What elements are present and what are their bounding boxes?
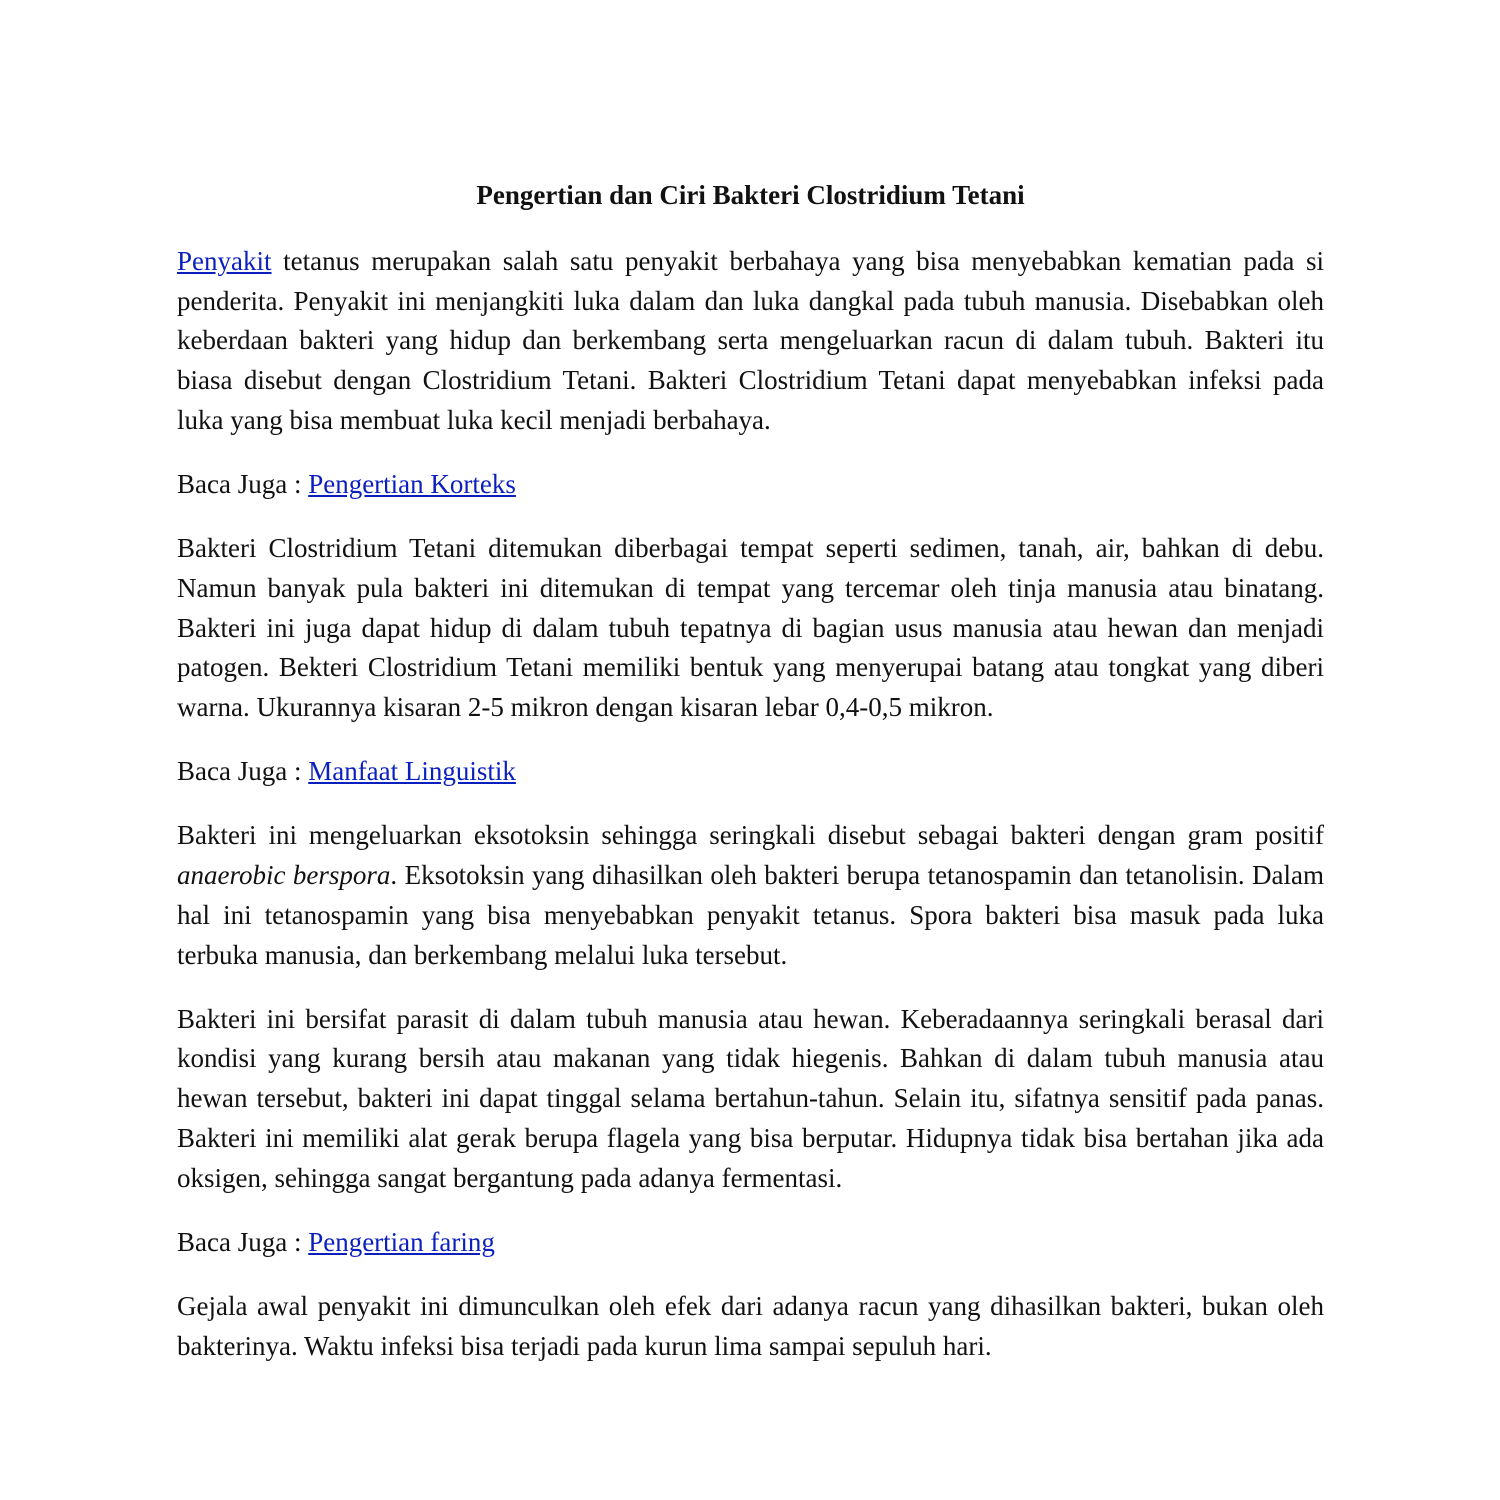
read-also-2 [177,752,1324,792]
read-also-1 [177,465,1324,505]
read-also-3 [177,1223,1324,1263]
italic-term: anaerobic berspora [177,860,391,891]
document-title: Pengertian dan Ciri Bakteri Clostridium Tetani [476,180,1025,210]
read-also-label: Baca Juga : [177,756,309,787]
read-also-label: Baca Juga : [177,1226,309,1257]
paragraph-exotoxin-text-b: . Eksotoksin yang dihasilkan oleh bakteri berupa tetanospamin dan tetanolisin. Dalam hal ini tetanospamin yang bisa menyebabkan penyakit tetanus. Spora bakteri bisa masuk pada luka terbuka manusia, dan berkembang melalui luka tersebut. [177,860,1325,970]
link-pengertian-korteks[interactable]: Pengertian Korteks [308,469,516,500]
link-pengertian-faring[interactable]: Pengertian faring [308,1226,495,1257]
paragraph-parasite: Bakteri ini bersifat parasit di dalam tubuh manusia atau hewan. Keberadaannya seringkali berasal dari kondisi yang kurang bersih atau makanan yang tidak hiegenis. Bahkan di dalam tubuh manusia atau hewan tersebut, bakteri ini dapat tinggal selama bertahun-tahun. Selain itu, sifatnya sensitif pada panas. Bakteri ini memiliki alat gerak berupa flagela yang bisa berputar. Hidupnya tidak bisa bertahan jika ada oksigen, sehingga sangat bergantung pada adanya fermentasi. [177,1003,1324,1193]
document-page [177,172,1324,1391]
read-also-label: Baca Juga : [177,469,309,500]
link-manfaat-linguistik[interactable]: Manfaat Linguistik [308,756,516,787]
paragraph-symptoms: Gejala awal penyakit ini dimunculkan oleh efek dari adanya racun yang dihasilkan bakteri, bukan oleh bakterinya. Waktu infeksi bisa terjadi pada kurun lima sampai sepuluh hari. [177,1290,1324,1361]
paragraph-habitat: Bakteri Clostridium Tetani ditemukan diberbagai tempat seperti sedimen, tanah, air, bahkan di debu. Namun banyak pula bakteri ini ditemukan di tempat yang tercemar oleh tinja manusia atau binatang. Bakteri ini juga dapat hidup di dalam tubuh tepatnya di bagian usus manusia atau hewan dan menjadi patogen. Bekteri Clostridium Tetani memiliki bentuk yang menyerupai batang atau tongkat yang diberi warna. Ukurannya kisaran 2-5 mikron dengan kisaran lebar 0,4-0,5 mikron. [177,533,1324,723]
paragraph-intro-text: tetanus merupakan salah satu penyakit berbahaya yang bisa menyebabkan kematian pada si penderita. Penyakit ini menjangkiti luka dalam dan luka dangkal pada tubuh manusia. Disebabkan oleh keberdaan bakteri yang hidup dan berkembang serta mengeluarkan racun di dalam tubuh. Bakteri itu biasa disebut dengan Clostridium Tetani. Bakteri Clostridium Tetani dapat menyebabkan infeksi pada luka yang bisa membuat luka kecil menjadi berbahaya. [177,246,1324,435]
paragraph-exotoxin [177,816,1324,975]
link-penyakit[interactable]: Penyakit [177,246,272,276]
paragraph-intro [177,242,1324,441]
paragraph-exotoxin-text-a: Bakteri ini mengeluarkan eksotoksin sehingga seringkali disebut sebagai bakteri dengan gram positif [177,820,1324,851]
